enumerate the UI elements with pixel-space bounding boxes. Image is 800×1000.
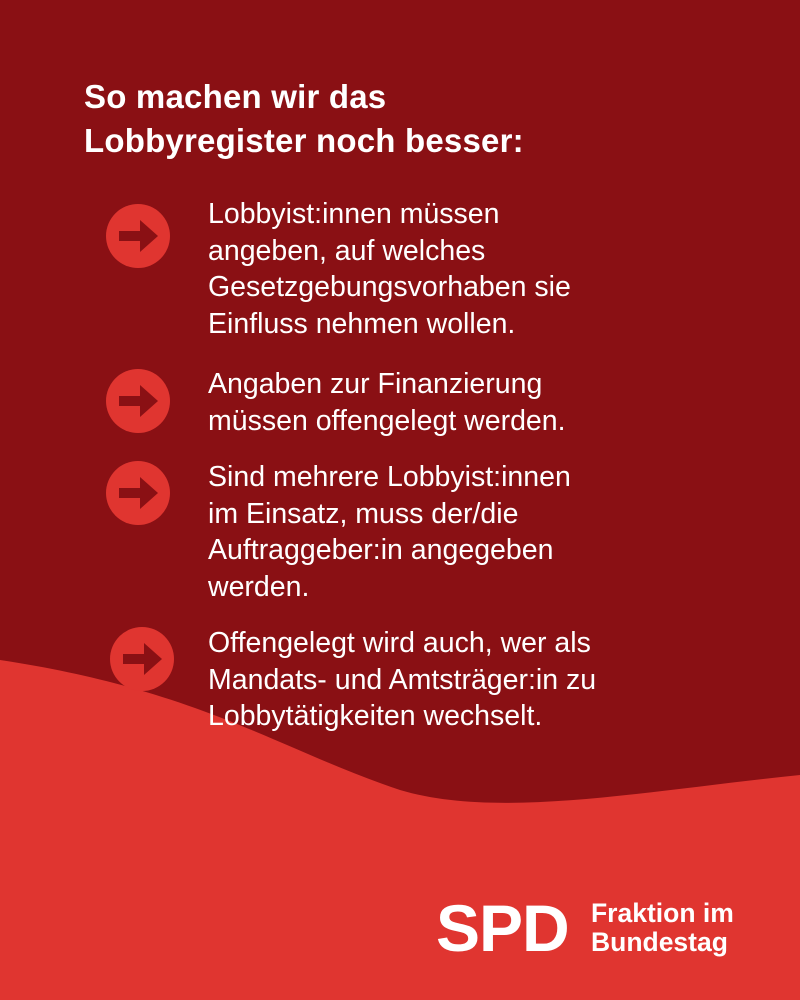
spd-logo-subtitle-line-2: Bundestag: [591, 927, 728, 957]
list-item-text: Angaben zur Finanzierung müssen offengelegt werden.: [208, 368, 566, 437]
page-title: [84, 75, 524, 163]
spd-logo-subtitle: [591, 899, 734, 957]
arrow-right-circle-icon: [106, 461, 170, 525]
page-title-line-1: So machen wir das: [84, 78, 387, 115]
arrow-right-circle-icon: [106, 369, 170, 433]
spd-logo-subtitle-line-1: Fraktion im: [591, 898, 734, 928]
spd-logo-mark: SPD: [436, 891, 569, 965]
list-item-text: Sind mehrere Lobbyist:innen im Einsatz, muss der/die Auftraggeber:in angegeben werden.: [208, 461, 571, 603]
spd-logo: [436, 892, 776, 972]
page-title-line-2: Lobbyregister noch besser:: [84, 122, 524, 159]
list-item-text: Offengelegt wird auch, wer als Mandats- und Amtsträger:in zu Lobbytätigkeiten wechselt.: [208, 627, 597, 732]
arrow-right-circle-icon: [110, 627, 174, 691]
list-item-text: Lobbyist:innen müssen angeben, auf welches Gesetzgebungsvorhaben sie Einfluss nehmen wollen.: [208, 198, 571, 340]
arrow-right-circle-icon: [106, 204, 170, 268]
